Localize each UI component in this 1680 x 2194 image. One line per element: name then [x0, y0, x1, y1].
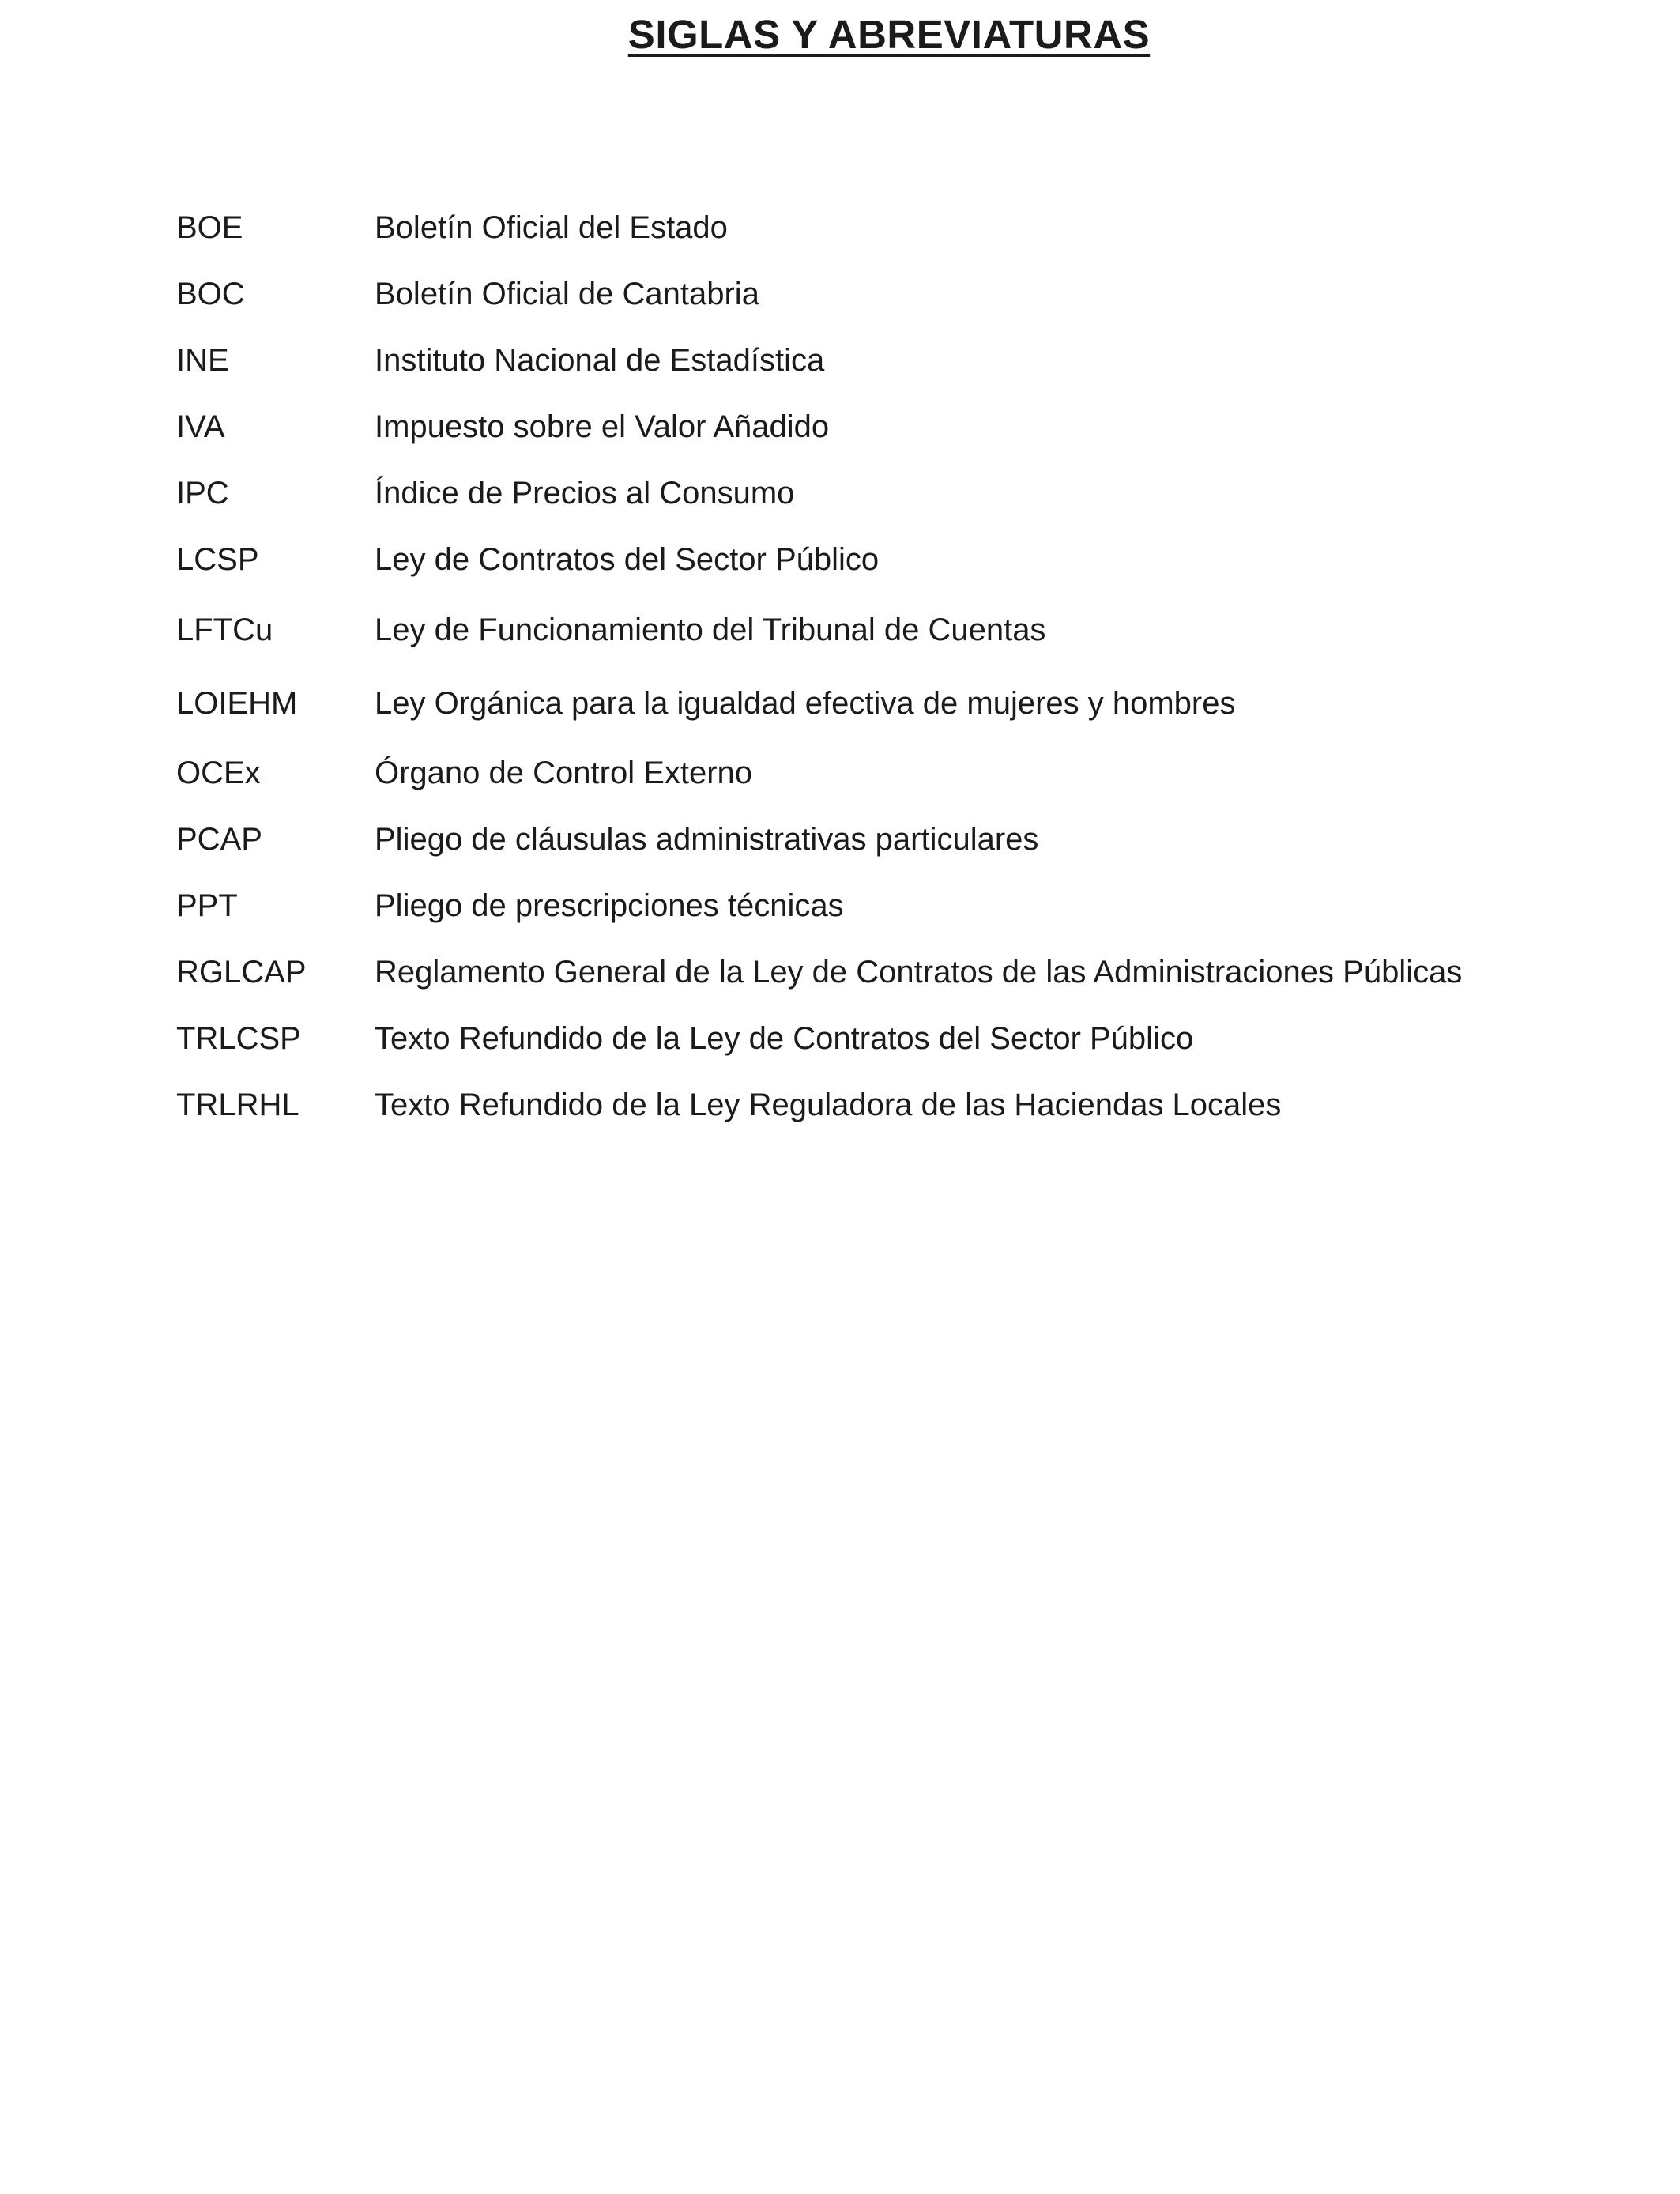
abbreviation-code: LFTCu	[176, 613, 273, 647]
abbreviation-row	[176, 469, 1638, 517]
abbreviation-row	[176, 1081, 1638, 1129]
abbreviation-description: Pliego de prescripciones técnicas	[375, 888, 844, 923]
abbreviation-row	[176, 204, 1638, 251]
abbreviation-code: IVA	[176, 409, 225, 444]
abbreviation-description: Índice de Precios al Consumo	[375, 476, 795, 511]
abbreviation-description: Ley Orgánica para la igualdad efectiva de mujeres y hombres	[375, 686, 1236, 721]
abbreviation-code: PPT	[176, 888, 238, 923]
abbreviation-description: Pliego de cláusulas administrativas particulares	[375, 822, 1039, 857]
abbreviation-row	[176, 1015, 1638, 1062]
abbreviation-row	[176, 536, 1638, 583]
abbreviation-code: LOIEHM	[176, 686, 298, 721]
page-title: SIGLAS Y ABREVIATURAS	[627, 12, 1151, 57]
abbreviation-description: Ley de Contratos del Sector Público	[375, 542, 880, 577]
abbreviation-code: OCEx	[176, 756, 261, 790]
abbreviation-row	[176, 882, 1638, 929]
abbreviation-code: IPC	[176, 476, 229, 511]
abbreviation-description: Texto Refundido de la Ley Reguladora de las Haciendas Locales	[375, 1088, 1282, 1122]
abbreviation-description: Instituto Nacional de Estadística	[375, 343, 825, 378]
abbreviation-code: INE	[176, 343, 229, 378]
abbreviation-description: Texto Refundido de la Ley de Contratos del Sector Público	[375, 1021, 1194, 1056]
abbreviation-row	[176, 403, 1638, 450]
abbreviation-description: Reglamento General de la Ley de Contratos de las Administraciones Públicas	[375, 955, 1463, 990]
abbreviation-code: BOE	[176, 210, 243, 245]
abbreviation-description: Ley de Funcionamiento del Tribunal de Cuentas	[375, 613, 1046, 647]
abbreviation-description: Boletín Oficial del Estado	[375, 210, 728, 245]
abbreviation-row	[176, 337, 1638, 384]
abbreviation-code: TRLRHL	[176, 1088, 299, 1122]
abbreviation-row	[176, 680, 1638, 727]
abbreviation-row	[176, 816, 1638, 863]
abbreviation-row	[176, 948, 1638, 996]
abbreviation-description: Órgano de Control Externo	[375, 756, 753, 790]
abbreviation-code: BOC	[176, 277, 245, 311]
abbreviation-code: RGLCAP	[176, 955, 307, 990]
abbreviation-description: Impuesto sobre el Valor Añadido	[375, 409, 830, 444]
abbreviation-code: LCSP	[176, 542, 259, 577]
abbreviation-code: PCAP	[176, 822, 262, 857]
abbreviation-row	[176, 606, 1638, 654]
abbreviation-row	[176, 749, 1638, 797]
abbreviation-description: Boletín Oficial de Cantabria	[375, 277, 759, 311]
abbreviation-code: TRLCSP	[176, 1021, 301, 1056]
abbreviation-row	[176, 270, 1638, 318]
